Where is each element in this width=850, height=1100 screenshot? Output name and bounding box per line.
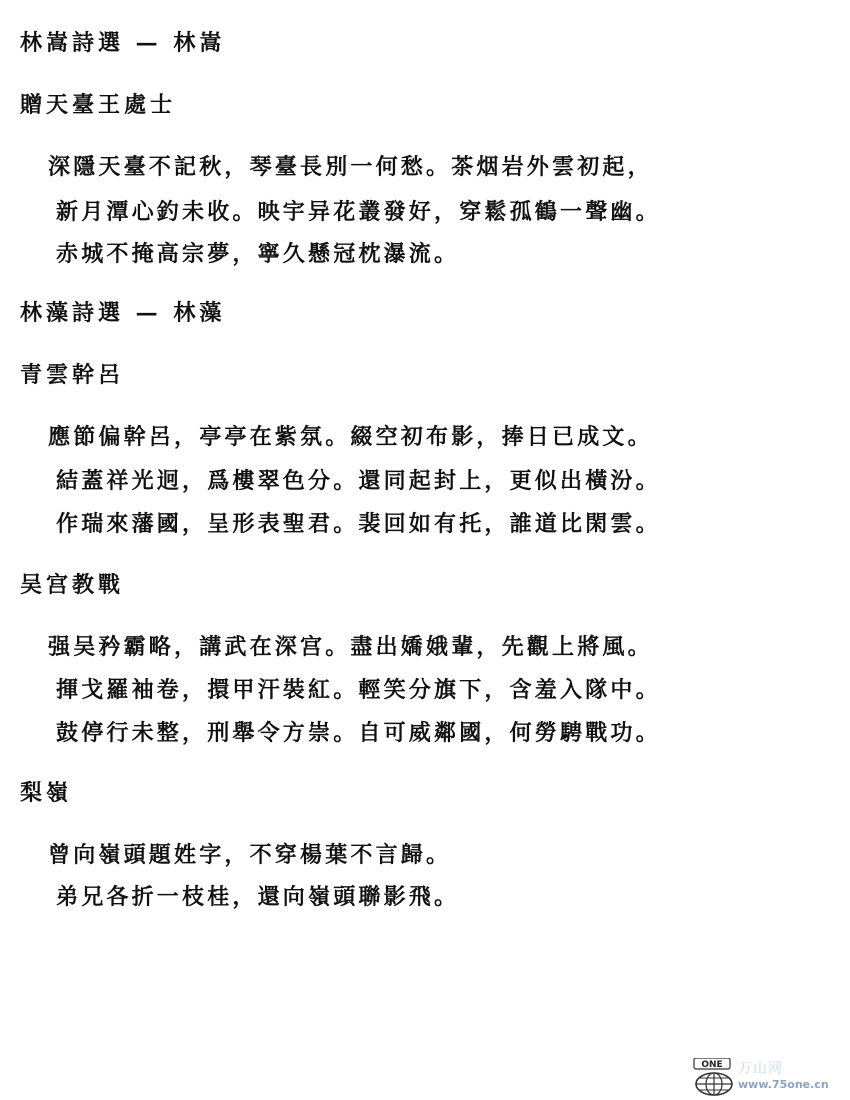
poem-line: 深隱天臺不記秋，琴臺長別一何愁。茶烟岩外雲初起， — [48, 154, 653, 180]
watermark-url: www.75one.cn — [738, 1078, 829, 1091]
poem-line: 作瑞來藩國，呈形表聖君。裴回如有托，誰道比閑雲。 — [56, 511, 661, 537]
section-heading-lin-zao: 林藻詩選 — 林藻 — [20, 300, 226, 326]
poem-title: 贈天臺王處士 — [20, 92, 177, 118]
poem-line: 新月潭心釣未收。映宇异花叢發好，穿鬆孤鶴一聲幽。 — [56, 199, 661, 225]
site-watermark — [692, 1058, 842, 1096]
poem-title: 青雲幹呂 — [20, 362, 125, 388]
watermark-site-name: 万山网 — [738, 1061, 783, 1077]
poem-title: 梨嶺 — [20, 780, 73, 806]
globe-logo-icon — [692, 1058, 736, 1096]
poem-line: 曾向嶺頭題姓字，不穿楊葉不言歸。 — [48, 842, 452, 868]
poem-line: 結蓋祥光迥，爲樓翠色分。還同起封上，更似出橫汾。 — [56, 468, 661, 494]
poem-line: 應節偏幹呂，亭亭在紫氛。綴空初布影，捧日已成文。 — [48, 424, 653, 450]
svg-text:ONE: ONE — [701, 1060, 723, 1070]
poem-line: 揮戈羅袖卷，擐甲汗裝紅。輕笑分旗下，含羞入隊中。 — [56, 677, 661, 703]
poem-line: 赤城不掩高宗夢，寧久懸冠枕瀑流。 — [56, 241, 460, 267]
poem-line: 鼓停行未整，刑舉令方崇。自可威鄰國，何勞騁戰功。 — [56, 720, 661, 746]
section-heading-lin-song: 林嵩詩選 — 林嵩 — [20, 30, 226, 56]
poem-line: 弟兄各折一枝桂，還向嶺頭聯影飛。 — [56, 884, 460, 910]
poem-title: 吴宫教戰 — [20, 572, 125, 598]
poem-line: 强吴矜霸略，講武在深宫。盡出嬌娥輩，先觀上將風。 — [48, 634, 653, 660]
